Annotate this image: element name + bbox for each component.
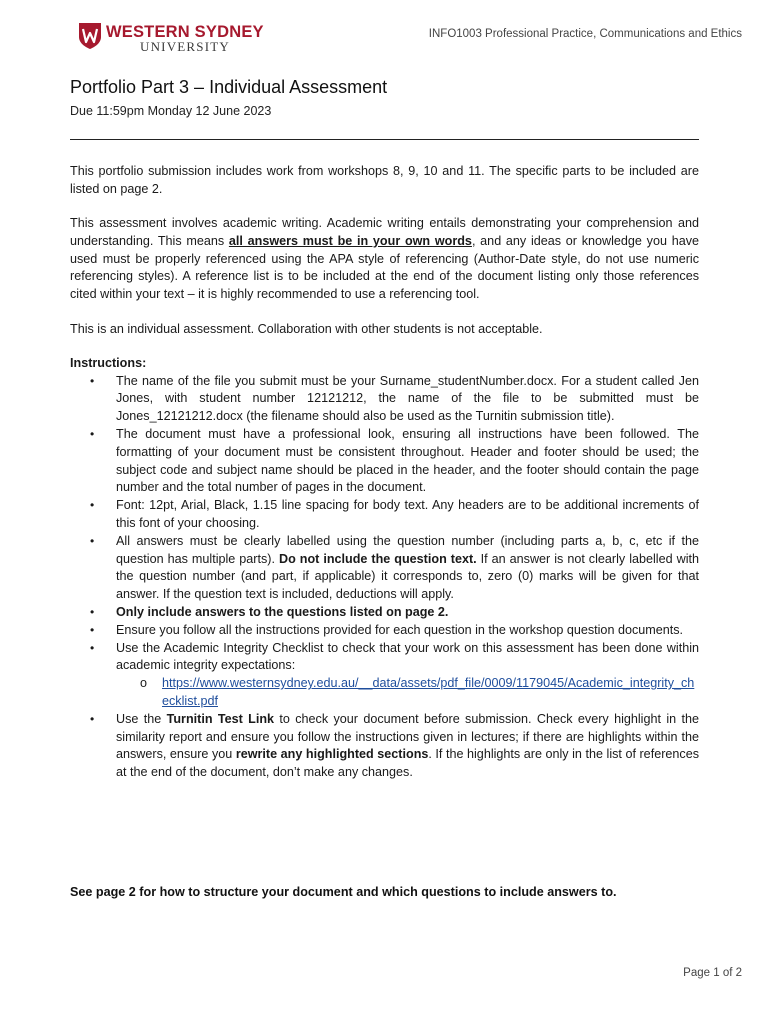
list-item-text: Font: 12pt, Arial, Black, 1.15 line spacing for body text. Any headers are to be additional increments of this font of your choosing.	[116, 498, 699, 531]
divider	[70, 139, 699, 140]
academic-emphasis: all answers must be in your own words	[228, 233, 472, 248]
list-item	[70, 426, 699, 497]
bullet-icon: •	[90, 640, 95, 655]
shield-icon	[78, 22, 102, 50]
list-item-text: Ensure you follow all the instructions provided for each question in the workshop question documents.	[116, 622, 684, 637]
course-header: INFO1003 Professional Practice, Communications and Ethics	[428, 28, 742, 40]
list-item-bold: rewrite any highlighted sections	[235, 747, 429, 762]
list-item-text: to check your document before submission. Check every highlight in the similarity report and ensure you follow the instructions given in lectures; if there are highlights within the answers, ensure you	[116, 711, 699, 762]
academic-integrity-link[interactable]: https://www.westernsydney.edu.au/__data/assets/pdf_file/0009/1179045/Academic_integrity_checklist.pdf	[162, 676, 695, 709]
list-item	[70, 497, 699, 533]
bullet-icon: •	[90, 498, 95, 513]
list-item	[70, 604, 699, 622]
academic-text-1: This assessment involves academic writing. Academic writing entails demonstrating your comprehension and understanding. This means	[70, 216, 699, 248]
page-number: Page 1 of 2	[683, 967, 742, 979]
academic-paragraph	[70, 215, 699, 304]
list-item-text: Only include answers to the questions listed on page 2.	[116, 605, 449, 620]
list-item-text: Use the Academic Integrity Checklist to check that your work on this assessment has been done within academic integrity expectations:	[116, 640, 699, 673]
bullet-icon: •	[90, 427, 95, 442]
individual-paragraph: This is an individual assessment. Collaboration with other students is not acceptable.	[70, 321, 543, 336]
list-item	[70, 711, 699, 782]
university-logo	[78, 22, 278, 54]
list-item	[70, 622, 699, 640]
bullet-icon: •	[90, 622, 95, 637]
list-item-text: . If the highlights are only in the list of references at the end of the document, don’t make any changes.	[116, 747, 699, 780]
list-item-text: The document must have a professional look, ensuring all instructions have been followed. The formatting of your document must be consistent throughout. Header and footer should be used; the subject code and subject name should be placed in the header, and the footer should contain the page number and the total number of pages in the document.	[116, 427, 699, 495]
list-item-text: The name of the file you submit must be your Surname_studentNumber.docx. For a student called Jen Jones, with student number 12121212, the name of the file to be submitted must be Jones_12121212.docx (the filename should also be used as the Turnitin submission title).	[116, 373, 699, 424]
logo-wordmark-line1: WESTERN SYDNEY	[106, 23, 264, 41]
bullet-icon: •	[90, 373, 95, 388]
bullet-icon: •	[90, 533, 95, 548]
instructions-heading: Instructions:	[70, 355, 147, 370]
list-item-text: If an answer is not clearly labelled with the question number (and part, if applicable) it corresponds to, zero (0) marks will be given for that answer. If the question text is included, deductions will apply.	[116, 551, 699, 602]
see-page-note: See page 2 for how to structure your document and which questions to include answers to.	[70, 885, 617, 899]
bullet-icon: •	[90, 605, 95, 620]
sub-bullet-icon: o	[140, 676, 148, 691]
document-body	[70, 163, 699, 782]
list-item-text: Use the	[116, 711, 167, 726]
logo-wordmark-line2: UNIVERSITY	[140, 39, 230, 54]
due-date: Due 11:59pm Monday 12 June 2023	[70, 104, 272, 118]
sub-list-item	[116, 675, 699, 711]
list-item	[70, 640, 699, 711]
list-item	[70, 373, 699, 426]
list-item	[70, 533, 699, 604]
turnitin-link-text: Turnitin Test Link	[166, 711, 275, 726]
page-title: Portfolio Part 3 – Individual Assessment	[70, 77, 388, 97]
academic-text-2: , and any ideas or knowledge you have used must be properly referenced using the APA style of referencing (Author-Date style, do not use numeric referencing styles). A reference list is to be included at the end of the document listing only those references cited within your text – it is highly recommended to use a referencing tool.	[70, 233, 700, 302]
instructions-list	[70, 373, 699, 782]
bullet-icon: •	[90, 711, 95, 726]
intro-paragraph: This portfolio submission includes work from workshops 8, 9, 10 and 11. The specific parts to be included are listed on page 2.	[70, 164, 699, 196]
list-item-bold: Do not include the question text.	[278, 551, 477, 566]
list-item-text: All answers must be clearly labelled using the question number (including parts a, b, c, etc if the question has multiple parts).	[116, 533, 699, 566]
